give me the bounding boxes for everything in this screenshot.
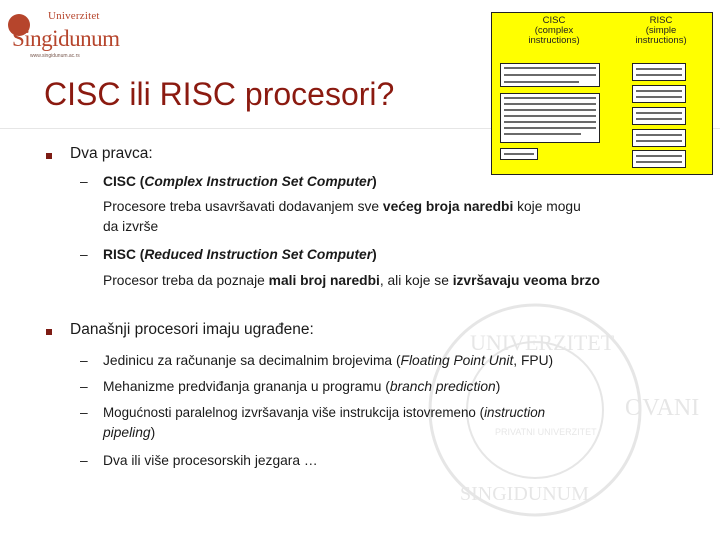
risc-instruction-block: [632, 150, 686, 168]
feature-item: [103, 352, 553, 370]
feature-text: ): [150, 425, 156, 440]
dash-icon: –: [80, 379, 88, 394]
cisc-item-suffix: ): [372, 174, 377, 189]
slide-title: CISC ili RISC procesori?: [44, 76, 395, 112]
risc-description: [103, 272, 600, 290]
risc-header-line: instructions): [635, 35, 687, 46]
risc-header: [622, 16, 700, 46]
feature-item: Dva ili više procesorskih jezgara …: [103, 453, 318, 468]
cisc-instruction-block: [500, 148, 538, 160]
cisc-desc-text: koje mogu: [513, 199, 581, 214]
feature-term: Floating Point Unit: [400, 353, 514, 368]
risc-desc-text: Procesor treba da poznaje: [103, 273, 269, 288]
university-logo: [8, 10, 123, 60]
feature-text: ): [495, 379, 501, 394]
risc-desc-text: , ali koje se: [379, 273, 453, 288]
cisc-desc-emphasis: većeg broja naredbi: [382, 199, 514, 214]
risc-instruction-block: [632, 129, 686, 147]
dash-icon: –: [80, 405, 88, 420]
feature-item-cont: [103, 424, 155, 442]
risc-header-line: (simple: [645, 25, 677, 36]
dash-icon: –: [80, 453, 88, 468]
cisc-instruction-block: [500, 63, 600, 87]
cisc-risc-figure: [491, 12, 713, 175]
feature-item: [103, 378, 500, 396]
feature-term: pipeling: [103, 425, 151, 440]
cisc-description: [103, 198, 581, 216]
risc-desc-emphasis: izvršavaju veoma brzo: [452, 273, 600, 288]
cisc-instruction-block: [500, 93, 600, 143]
feature-term: branch prediction: [389, 379, 496, 394]
feature-text: Mogućnosti paralelnog izvršavanja više instrukcija istovremeno (: [103, 405, 485, 420]
cisc-desc-text: Procesore treba usavršavati dodavanjem sve: [103, 199, 383, 214]
dash-icon: –: [80, 247, 88, 262]
feature-text: Jedinicu za računanje sa decimalnim brojevima (: [103, 353, 401, 368]
risc-instruction-block: [632, 107, 686, 125]
cisc-item-prefix: CISC (: [103, 174, 145, 189]
cisc-item-term: Complex Instruction Set Computer: [144, 174, 373, 189]
feature-text: Mehanizme predviđanja grananja u programu (: [103, 379, 390, 394]
feature-text: , FPU): [513, 353, 554, 368]
logo-name: Singidunum: [12, 26, 120, 51]
risc-instruction-block: [632, 63, 686, 81]
logo-url: www.singidunum.ac.rs: [30, 53, 80, 59]
bullet-square-icon: [46, 329, 52, 335]
risc-item-prefix: RISC (: [103, 247, 145, 262]
feature-term: instruction: [484, 405, 546, 420]
dash-icon: –: [80, 353, 88, 368]
cisc-header-line: CISC: [542, 15, 566, 26]
section1-heading: Dva pravca:: [70, 145, 153, 162]
dash-icon: –: [80, 174, 88, 189]
risc-desc-emphasis: mali broj naredbi: [268, 273, 380, 288]
cisc-description-cont: da izvrše: [103, 219, 159, 234]
cisc-header: [514, 16, 594, 46]
cisc-header-line: (complex: [534, 25, 574, 36]
risc-item-term: Reduced Instruction Set Computer: [144, 247, 373, 262]
cisc-item: [103, 173, 377, 191]
risc-header-line: RISC: [649, 15, 673, 26]
section2-heading: Današnji procesori imaju ugrađene:: [70, 321, 314, 338]
watermark-text-side: OVANI: [625, 395, 700, 421]
logo-university-label: Univerzitet: [48, 10, 100, 22]
watermark-text-bottom: SINGIDUNUM: [460, 483, 589, 505]
risc-instruction-block: [632, 85, 686, 103]
watermark-text-center: PRIVATNI UNIVERZITET: [495, 427, 597, 437]
cisc-header-line: instructions): [528, 35, 580, 46]
watermark-text-top: UNIVERZITET: [470, 330, 615, 355]
feature-item: [103, 404, 545, 422]
bullet-square-icon: [46, 153, 52, 159]
risc-item-suffix: ): [372, 247, 377, 262]
risc-item: [103, 246, 377, 264]
